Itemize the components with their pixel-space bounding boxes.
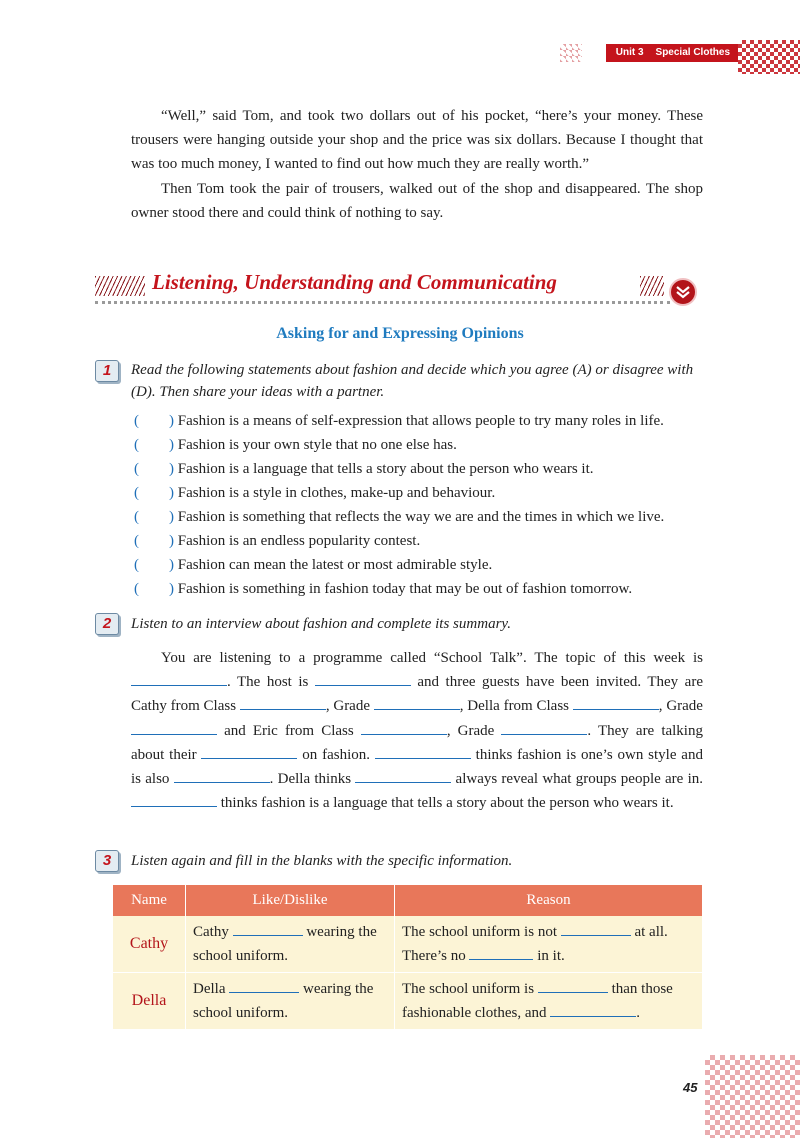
corner-pixel-decoration bbox=[738, 40, 800, 74]
header-pixel-decoration bbox=[560, 44, 582, 62]
fill-blank[interactable] bbox=[355, 768, 451, 783]
column-header: Name bbox=[113, 885, 186, 916]
unit-tab bbox=[606, 44, 738, 62]
hatch-decoration bbox=[95, 276, 145, 296]
fill-blank[interactable] bbox=[315, 671, 411, 686]
fill-blank[interactable] bbox=[469, 945, 533, 960]
task-instruction: Listen to an interview about fashion and complete its summary. bbox=[131, 616, 511, 632]
answer-paren[interactable]: ( ) bbox=[134, 485, 174, 501]
fill-blank[interactable] bbox=[131, 671, 227, 686]
section-banner bbox=[95, 268, 705, 308]
fill-blank[interactable] bbox=[233, 921, 303, 936]
story-text bbox=[131, 104, 703, 225]
fill-blank[interactable] bbox=[375, 744, 471, 759]
fill-blank[interactable] bbox=[131, 720, 217, 735]
list-item: ( ) Fashion is a means of self-expression that allows people to try many roles in life. bbox=[134, 409, 664, 433]
fill-blank[interactable] bbox=[361, 720, 447, 735]
list-item: ( ) Fashion is a style in clothes, make-up and behaviour. bbox=[134, 481, 664, 505]
reason-cell: The school uniform is not at all. There’s no in it. bbox=[395, 916, 703, 973]
fill-blank[interactable] bbox=[538, 978, 608, 993]
column-header: Like/Dislike bbox=[186, 885, 395, 916]
list-item: ( ) Fashion is your own style that no one else has. bbox=[134, 433, 664, 457]
fill-blank[interactable] bbox=[550, 1002, 636, 1017]
story-paragraph: Then Tom took the pair of trousers, walked out of the shop and disappeared. The shop owner stood there and could think of nothing to say. bbox=[131, 180, 703, 221]
answer-paren[interactable]: ( ) bbox=[134, 557, 174, 573]
page-number: 45 bbox=[683, 1080, 698, 1095]
list-item: ( ) Fashion can mean the latest or most admirable style. bbox=[134, 553, 664, 577]
list-item: ( ) Fashion is something in fashion today that may be out of fashion tomorrow. bbox=[134, 577, 664, 601]
story-paragraph: “Well,” said Tom, and took two dollars out of his pocket, “here’s your money. These trousers were hanging outside your shop and the price was six dollars. Because I thought that was too much money, I wanted to find out how much they are really worth.” bbox=[131, 108, 703, 173]
fill-blank[interactable] bbox=[374, 695, 460, 710]
dotted-divider bbox=[95, 301, 670, 304]
answer-paren[interactable]: ( ) bbox=[134, 437, 174, 453]
task-instruction: Listen again and fill in the blanks with the specific information. bbox=[131, 853, 513, 869]
fill-blank[interactable] bbox=[573, 695, 659, 710]
summary-text: You are listening to a programme called “School Talk”. The topic of this week is . The host is and three guests have been invited. They are Cathy from Class , Grade , Della from Class , Grade and Eric from Class , Grade . They are talking about their on fashion. thinks fashion is one’s own style and is also . Della thinks always reveal what groups people are in. thinks fashion is a language that tells a story about the person who wears it. bbox=[131, 650, 703, 812]
like-cell: Della wearing the school uniform. bbox=[186, 973, 395, 1030]
task-instruction: Read the following statements about fashion and decide which you agree (A) or disagree with (D). Then share your ideas with a partner. bbox=[131, 362, 694, 400]
section-title: Listening, Understanding and Communicating bbox=[152, 270, 557, 294]
table-row bbox=[113, 973, 703, 1030]
unit-label: Unit 3 bbox=[615, 47, 644, 58]
statement-list bbox=[134, 409, 664, 601]
unit-topic: Special Clothes bbox=[655, 47, 730, 58]
answer-paren[interactable]: ( ) bbox=[134, 509, 174, 525]
table-row bbox=[113, 916, 703, 973]
fill-blank[interactable] bbox=[229, 978, 299, 993]
fill-blank[interactable] bbox=[201, 744, 297, 759]
reason-cell: The school uniform is than those fashionable clothes, and . bbox=[395, 973, 703, 1030]
fill-blank[interactable] bbox=[561, 921, 631, 936]
list-item: ( ) Fashion is something that reflects the way we are and the times in which we live. bbox=[134, 505, 664, 529]
answer-paren[interactable]: ( ) bbox=[134, 461, 174, 477]
row-name: Della bbox=[113, 973, 186, 1030]
task-number-badge: 1 bbox=[95, 360, 119, 382]
list-item: ( ) Fashion is an endless popularity contest. bbox=[134, 529, 664, 553]
list-item: ( ) Fashion is a language that tells a story about the person who wears it. bbox=[134, 457, 664, 481]
fill-blank[interactable] bbox=[131, 792, 217, 807]
section-subtitle: Asking for and Expressing Opinions bbox=[276, 325, 524, 342]
fill-blank[interactable] bbox=[240, 695, 326, 710]
hatch-decoration bbox=[640, 276, 664, 296]
corner-pixel-decoration bbox=[705, 1055, 800, 1138]
answer-paren[interactable]: ( ) bbox=[134, 413, 174, 429]
info-table bbox=[113, 885, 703, 1030]
like-cell: Cathy wearing the school uniform. bbox=[186, 916, 395, 973]
answer-paren[interactable]: ( ) bbox=[134, 581, 174, 597]
task-number-badge: 3 bbox=[95, 850, 119, 872]
column-header: Reason bbox=[395, 885, 703, 916]
task-number-badge: 2 bbox=[95, 613, 119, 635]
row-name: Cathy bbox=[113, 916, 186, 973]
fill-blank[interactable] bbox=[501, 720, 587, 735]
fill-blank[interactable] bbox=[174, 768, 270, 783]
table-header-row bbox=[113, 885, 703, 916]
chevron-down-icon bbox=[669, 278, 697, 306]
answer-paren[interactable]: ( ) bbox=[134, 533, 174, 549]
